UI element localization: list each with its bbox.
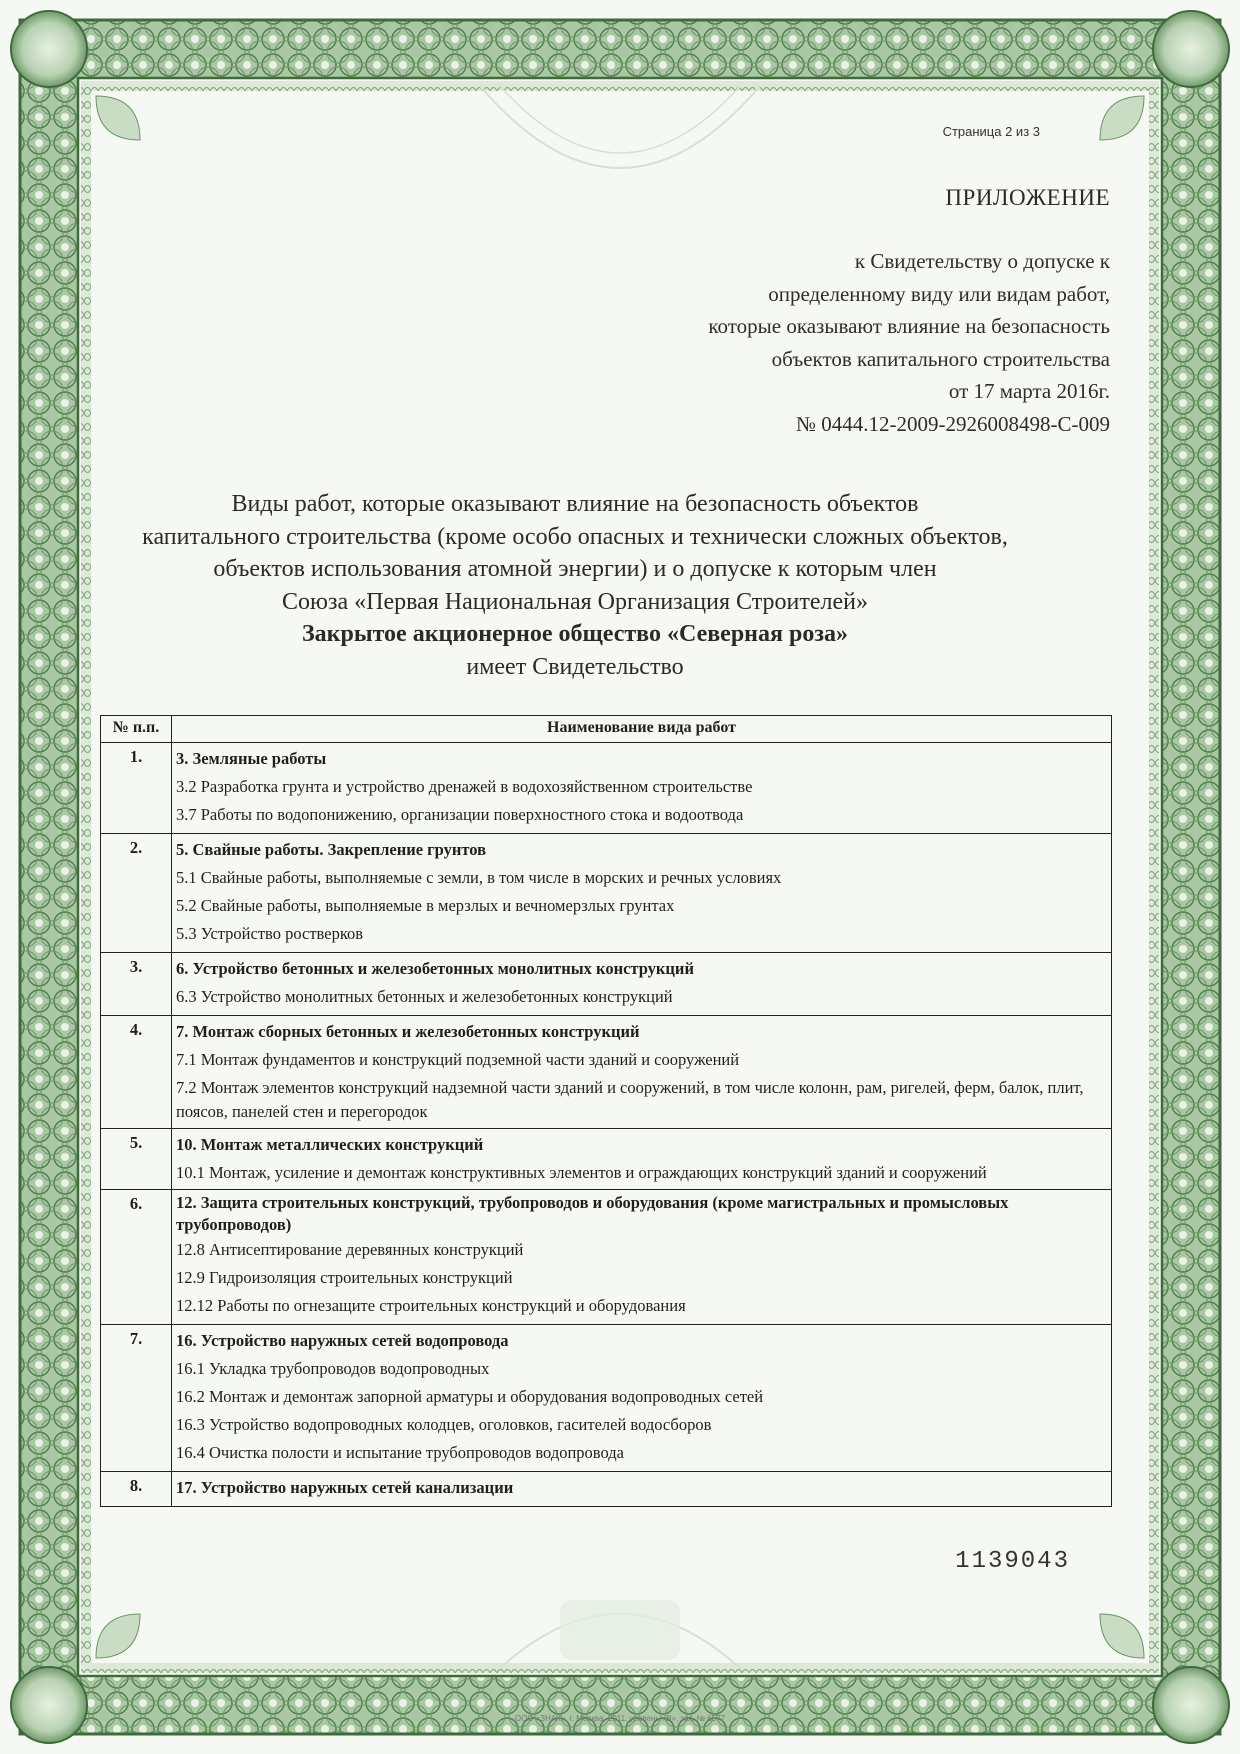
- work-group-title: 3. Земляные работы: [176, 749, 327, 768]
- table-row: [101, 1129, 1112, 1190]
- organization-name: Закрытое акционерное общество «Северная роза»: [302, 621, 848, 647]
- work-item: 16.1 Укладка трубопроводов водопроводных: [176, 1359, 490, 1378]
- row-content: [172, 1472, 1112, 1507]
- row-content: [172, 1325, 1112, 1472]
- work-group-title: 12. Защита строительных конструкций, трубопроводов и оборудования (кроме магистральных и промысловых трубопроводов): [176, 1193, 1009, 1234]
- table-body: [101, 743, 1112, 1507]
- row-number: 4.: [101, 1016, 172, 1129]
- table-header-row: [101, 716, 1112, 743]
- work-types-table: [100, 715, 1112, 1507]
- work-group-title: 7. Монтаж сборных бетонных и железобетонных конструкций: [176, 1022, 640, 1041]
- work-group-title: 16. Устройство наружных сетей водопровода: [176, 1331, 509, 1350]
- reference-line: определенному виду или видам работ,: [768, 281, 1110, 306]
- appendix-label: ПРИЛОЖЕНИЕ: [945, 185, 1110, 210]
- row-content: [172, 1129, 1112, 1190]
- certificate-date: от 17 марта 2016г.: [948, 379, 1110, 404]
- row-content: [172, 1016, 1112, 1129]
- title-line: капитального строительства (кроме особо опасных и технически сложных объектов,: [142, 523, 1008, 550]
- row-number: 5.: [101, 1129, 172, 1190]
- work-item: 16.3 Устройство водопроводных колодцев, оголовков, гасителей водосборов: [176, 1415, 712, 1434]
- row-content: [172, 743, 1112, 834]
- work-item: 5.1 Свайные работы, выполняемые с земли, в том числе в морских и речных условиях: [176, 868, 782, 887]
- table-row: [101, 743, 1112, 834]
- table-row: [101, 1190, 1112, 1325]
- document-title: [100, 488, 1050, 683]
- work-item: 10.1 Монтаж, усиление и демонтаж конструктивных элементов и ограждающих конструкций зданий и сооружений: [176, 1163, 987, 1182]
- table-row: [101, 1325, 1112, 1472]
- certificate-number: № 0444.12-2009-2926008498-С-009: [795, 411, 1110, 436]
- title-line: Виды работ, которые оказывают влияние на безопасность объектов: [231, 491, 919, 517]
- work-item: 3.7 Работы по водопонижению, организации поверхностного стока и водоотвода: [176, 805, 744, 824]
- work-item: 6.3 Устройство монолитных бетонных и железобетонных конструкций: [176, 987, 673, 1006]
- row-number: 6.: [101, 1190, 172, 1325]
- table-row: [101, 953, 1112, 1016]
- table-row: [101, 1016, 1112, 1129]
- title-line: объектов использования атомной энергии) и о допуске к которым член: [213, 556, 937, 582]
- row-number: 2.: [101, 834, 172, 953]
- row-number: 1.: [101, 743, 172, 834]
- work-item: 7.2 Монтаж элементов конструкций надземной части зданий и сооружений, в том числе колонн, рам, ригелей, ферм, балок, плит, поясов, панелей стен и перегородок: [176, 1078, 1084, 1121]
- work-group-title: 6. Устройство бетонных и железобетонных монолитных конструкций: [176, 959, 694, 978]
- row-content: [172, 953, 1112, 1016]
- work-item: 7.1 Монтаж фундаментов и конструкций подземной части зданий и сооружений: [176, 1050, 740, 1069]
- row-number: 8.: [101, 1472, 172, 1507]
- reference-line: которые оказывают влияние на безопасность: [708, 314, 1110, 339]
- work-item: 16.2 Монтаж и демонтаж запорной арматуры и оборудования водопроводных сетей: [176, 1387, 764, 1406]
- table-row: [101, 1472, 1112, 1507]
- certificate-reference: [708, 245, 1110, 441]
- work-group-title: 17. Устройство наружных сетей канализации: [176, 1478, 514, 1497]
- row-content: [172, 834, 1112, 953]
- printer-imprint: ООО «ЗНАК», г. Москва, 2011, уровень «В», зак. № 6577: [514, 1714, 726, 1723]
- work-item: 3.2 Разработка грунта и устройство дренажей в водохозяйственном строительстве: [176, 777, 753, 796]
- work-item: 5.2 Свайные работы, выполняемые в мерзлых и вечномерзлых грунтах: [176, 896, 675, 915]
- work-item: 12.9 Гидроизоляция строительных конструкций: [176, 1268, 513, 1287]
- row-number: 7.: [101, 1325, 172, 1472]
- table-row: [101, 834, 1112, 953]
- work-item: 16.4 Очистка полости и испытание трубопроводов водопровода: [176, 1443, 624, 1462]
- work-group-title: 5. Свайные работы. Закрепление грунтов: [176, 840, 487, 859]
- header-number: № п.п.: [101, 716, 172, 743]
- reference-line: объектов капитального строительства: [771, 346, 1110, 371]
- header-work-name: Наименование вида работ: [172, 716, 1112, 743]
- work-group-title: 10. Монтаж металлических конструкций: [176, 1135, 484, 1154]
- title-line: Союза «Первая Национальная Организация Строителей»: [282, 588, 868, 615]
- work-item: 12.8 Антисептирование деревянных конструкций: [176, 1240, 524, 1259]
- reference-line: к Свидетельству о допуске к: [854, 249, 1110, 273]
- page-number: Страница 2 из 3: [942, 124, 1040, 139]
- work-item: 12.12 Работы по огнезащите строительных конструкций и оборудования: [176, 1296, 686, 1315]
- has-certificate-text: имеет Свидетельство: [466, 653, 684, 680]
- serial-number: 1139043: [955, 1548, 1070, 1575]
- work-item: 5.3 Устройство ростверков: [176, 924, 364, 943]
- row-content: [172, 1190, 1112, 1325]
- row-number: 3.: [101, 953, 172, 1016]
